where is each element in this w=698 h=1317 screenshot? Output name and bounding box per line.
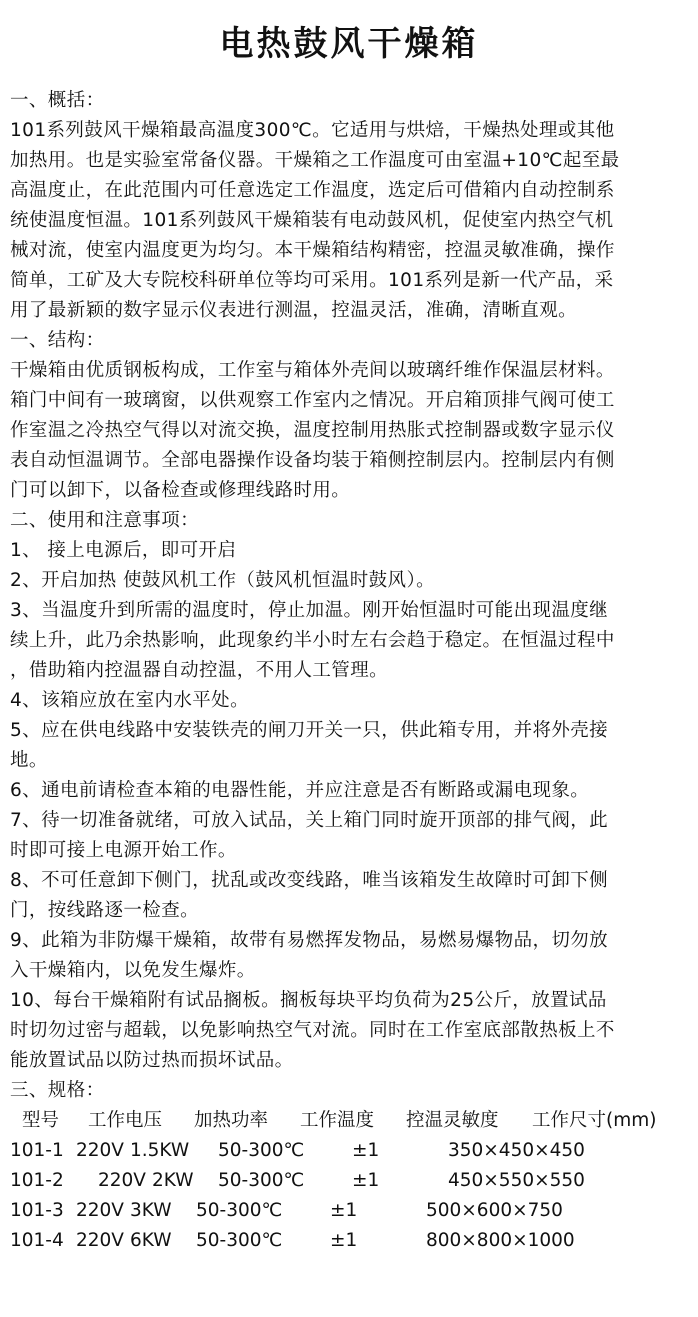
text-line: 三、规格：	[10, 1080, 105, 1101]
text-line: 8、不可任意卸下侧门，扰乱或改变线路，唯当该箱发生故障时可卸下侧	[10, 870, 609, 891]
text-line: 时切勿过密与超载，以免影响热空气对流。同时在工作室底部散热板上不	[10, 1020, 615, 1041]
text-line: 地。	[10, 750, 48, 771]
spec-model: 101-4	[10, 1230, 64, 1251]
spec-size: 500×600×750	[426, 1200, 563, 1221]
spec-header-row	[10, 1106, 690, 1136]
spec-size: 450×550×550	[448, 1170, 585, 1191]
text-line: 2、开启加热 使鼓风机工作（鼓风机恒温时鼓风）。	[10, 570, 436, 591]
text-line: 加热用。也是实验室常备仪器。干燥箱之工作温度可由室温+10℃起至最	[10, 150, 620, 171]
spec-voltage: 220V	[98, 1170, 146, 1191]
spec-header-voltage: 工作电压	[88, 1110, 163, 1131]
text-line: 7、待一切准备就绪，可放入试品，关上箱门同时旋开顶部的排气阀，此	[10, 810, 609, 831]
text-line: 能放置试品以防过热而损坏试品。	[10, 1050, 294, 1071]
spec-header-sensitivity: 控温灵敏度	[406, 1110, 499, 1131]
spec-header-temperature: 工作温度	[300, 1110, 375, 1131]
text-line: 入干燥箱内，以免发生爆炸。	[10, 960, 256, 981]
text-line: 5、应在供电线路中安装铁壳的闸刀开关一只，供此箱专用，并将外壳接	[10, 720, 609, 741]
text-line: 箱门中间有一玻璃窗，以供观察工作室内之情况。开启箱顶排气阀可使工	[10, 390, 615, 411]
text-line: 高温度止，在此范围内可任意选定工作温度，选定后可借箱内自动控制系	[10, 180, 615, 201]
spec-size: 800×800×1000	[426, 1230, 575, 1251]
text-line: 表自动恒温调节。全部电器操作设备均装于箱侧控制层内。控制层内有侧	[10, 450, 615, 471]
text-line: 统使温度恒温。101系列鼓风干燥箱装有电动鼓风机，促使室内热空气机	[10, 210, 614, 231]
text-line: 二、使用和注意事项：	[10, 510, 200, 531]
spec-sensitivity: ±1	[330, 1200, 358, 1221]
text-line: 用了最新颖的数字显示仪表进行测温，控温灵活，准确，清晰直观。	[10, 300, 578, 321]
document-title: 电热鼓风干燥箱	[219, 24, 479, 64]
spec-model: 101-2	[10, 1170, 64, 1191]
spec-model: 101-3	[10, 1200, 64, 1221]
text-line: 时即可接上电源开始工作。	[10, 840, 237, 861]
text-line: ，借助箱内控温器自动控温，不用人工管理。	[10, 660, 389, 681]
spec-temperature: 50-300℃	[218, 1170, 305, 1191]
spec-voltage: 220V	[76, 1200, 124, 1221]
text-line: 简单，工矿及大专院校科研单位等均可采用。101系列是新一代产品，采	[10, 270, 614, 291]
spec-row	[10, 1136, 690, 1166]
text-line: 101系列鼓风干燥箱最高温度300℃。它适用与烘焙，干燥热处理或其他	[10, 120, 615, 141]
text-line: 门可以卸下，以备检查或修理线路时用。	[10, 480, 351, 501]
text-line: 一、概括：	[10, 90, 105, 111]
text-lines	[10, 86, 690, 1106]
text-line: 10、每台干燥箱附有试品搁板。搁板每块平均负荷为25公斤，放置试品	[10, 990, 607, 1011]
spec-power: 2KW	[152, 1170, 194, 1191]
spec-model: 101-1	[10, 1140, 64, 1161]
spec-header-model: 型号	[22, 1110, 60, 1131]
text-line: 作室温之冷热空气得以对流交换，温度控制用热胀式控制器或数字显示仪	[10, 420, 615, 441]
text-line: 3、当温度升到所需的温度时，停止加温。刚开始恒温时可能出现温度继	[10, 600, 609, 621]
spec-table	[10, 1106, 690, 1256]
spec-power: 3KW	[130, 1200, 172, 1221]
text-line: 一、结构：	[10, 330, 105, 351]
document-body	[10, 86, 690, 1256]
text-line: 门，按线路逐一检查。	[10, 900, 200, 921]
spec-size: 350×450×450	[448, 1140, 585, 1161]
spec-row	[10, 1166, 690, 1196]
spec-row	[10, 1196, 690, 1226]
text-line: 1、 接上电源后，即可开启	[10, 540, 237, 561]
spec-temperature: 50-300℃	[218, 1140, 305, 1161]
spec-row	[10, 1226, 690, 1256]
text-line: 4、该箱应放在室内水平处。	[10, 690, 249, 711]
text-line: 9、此箱为非防爆干燥箱，故带有易燃挥发物品，易燃易爆物品，切勿放	[10, 930, 609, 951]
spec-sensitivity: ±1	[352, 1170, 380, 1191]
spec-power: 1.5KW	[130, 1140, 190, 1161]
spec-power: 6KW	[130, 1230, 172, 1251]
spec-voltage: 220V	[76, 1140, 124, 1161]
text-line: 械对流，使室内温度更为均匀。本干燥箱结构精密，控温灵敏准确，操作	[10, 240, 615, 261]
spec-temperature: 50-300℃	[196, 1230, 283, 1251]
text-line: 续上升，此乃余热影响，此现象约半小时左右会趋于稳定。在恒温过程中	[10, 630, 615, 651]
spec-header-size: 工作尺寸(mm)	[532, 1110, 657, 1131]
spec-sensitivity: ±1	[330, 1230, 358, 1251]
spec-voltage: 220V	[76, 1230, 124, 1251]
spec-sensitivity: ±1	[352, 1140, 380, 1161]
spec-header-power: 加热功率	[194, 1110, 269, 1131]
text-line: 6、通电前请检查本箱的电器性能，并应注意是否有断路或漏电现象。	[10, 780, 590, 801]
text-line: 干燥箱由优质钢板构成，工作室与箱体外壳间以玻璃纤维作保温层材料。	[10, 360, 615, 381]
spec-temperature: 50-300℃	[196, 1200, 283, 1221]
